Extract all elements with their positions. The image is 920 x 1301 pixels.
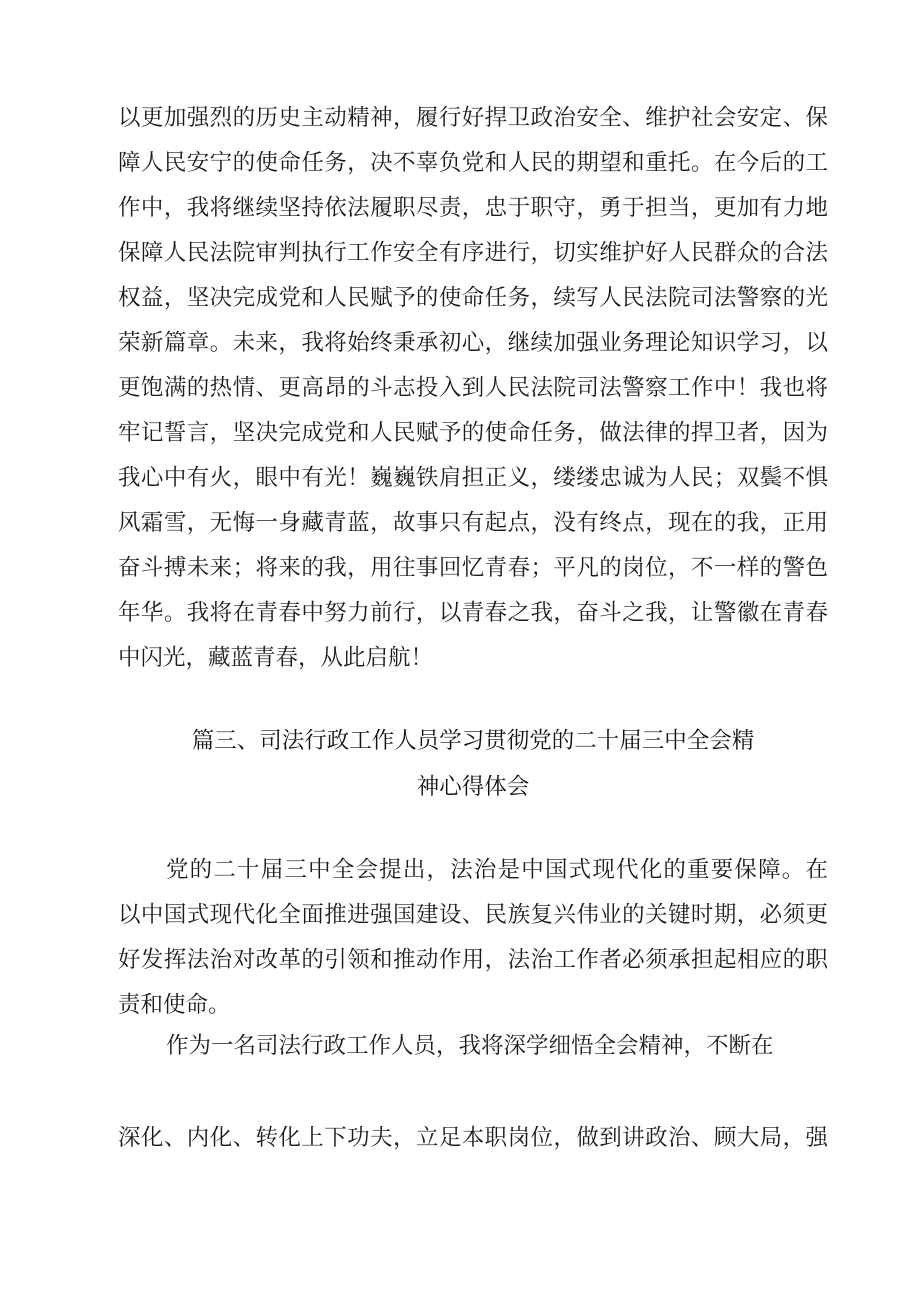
continuation-paragraph — [118, 96, 828, 681]
text-line: 保障人民法院审判执行工作安全有序进行，切实维护好人民群众的合法 — [118, 240, 828, 266]
text-line: 我心中有火，眼中有光！巍巍铁肩担正义，缕缕忠诚为人民；双鬓不惧 — [118, 465, 828, 491]
text-line: 以中国式现代化全面推进强国建设、民族复兴伟业的关键时期，必须更 — [118, 902, 828, 928]
text-line: 荣新篇章。未来，我将始终秉承初心，继续加强业务理论知识学习，以 — [118, 330, 828, 356]
text-line: 年华。我将在青春中努力前行，以青春之我，奋斗之我，让警徽在青春 — [118, 600, 828, 626]
text-line: 牢记誓言，坚决完成党和人民赋予的使命任务，做法律的捍卫者，因为 — [118, 420, 828, 446]
paragraph-1 — [118, 848, 828, 1028]
section-heading-line-2: 神心得体会 — [416, 774, 530, 800]
text-line: 奋斗搏未来；将来的我，用往事回忆青春；平凡的岗位，不一样的警色 — [118, 555, 828, 581]
paragraph-3 — [118, 1116, 828, 1161]
text-line: 中闪光，藏蓝青春，从此启航！ — [118, 645, 434, 671]
text-line: 责和使命。 — [118, 992, 231, 1018]
text-line: 风霜雪，无悔一身藏青蓝，故事只有起点，没有终点，现在的我，正用 — [118, 510, 828, 536]
text-line: 好发挥法治对改革的引领和推动作用，法治工作者必须承担起相应的职 — [118, 947, 828, 973]
text-line: 权益，坚决完成党和人民赋予的使命任务，续写人民法院司法警察的光 — [118, 285, 828, 311]
section-heading — [118, 718, 828, 810]
text-line: 以更加强烈的历史主动精神，履行好捍卫政治安全、维护社会安定、保 — [118, 105, 828, 131]
text-line: 障人民安宁的使命任务，决不辜负党和人民的期望和重托。在今后的工 — [118, 150, 828, 176]
text-line: 作中，我将继续坚持依法履职尽责，忠于职守，勇于担当，更加有力地 — [118, 195, 828, 221]
text-line: 党的二十届三中全会提出，法治是中国式现代化的重要保障。在 — [166, 857, 828, 883]
text-line: 作为一名司法行政工作人员，我将深学细悟全会精神，不断在 — [166, 1033, 774, 1059]
paragraph-2 — [118, 1024, 828, 1069]
text-line: 深化、内化、转化上下功夫，立足本职岗位，做到讲政治、顾大局，强 — [118, 1125, 828, 1151]
text-line: 更饱满的热情、更高昂的斗志投入到人民法院司法警察工作中！我也将 — [118, 375, 828, 401]
section-heading-line-1: 篇三、司法行政工作人员学习贯彻党的二十届三中全会精 — [191, 728, 755, 754]
